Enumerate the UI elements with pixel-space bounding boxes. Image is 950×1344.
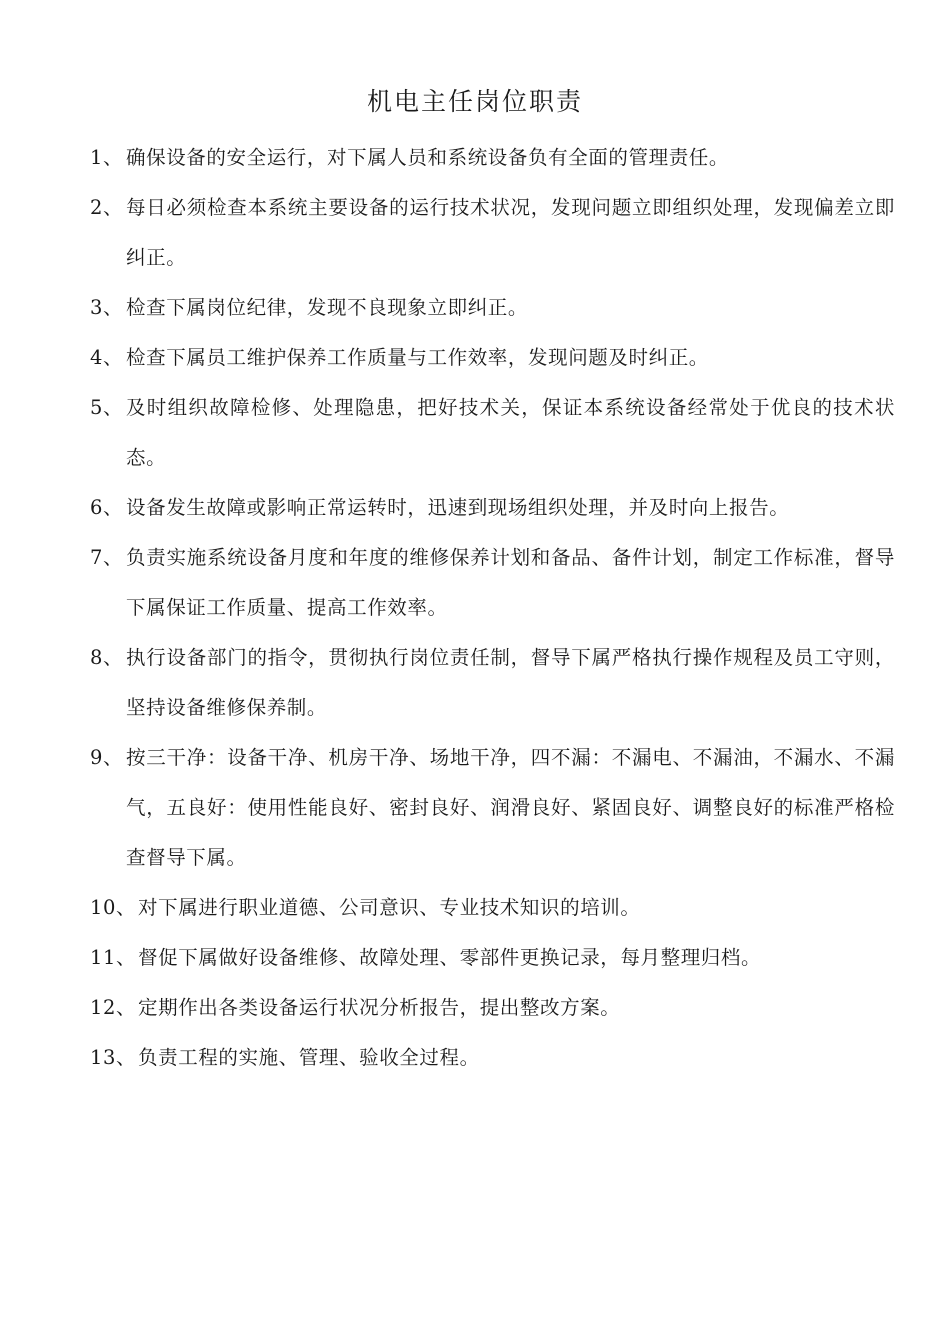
document-title: 机电主任岗位职责 xyxy=(366,87,583,116)
duty-number: 5、 xyxy=(90,396,124,419)
duty-item xyxy=(90,733,895,883)
duty-list xyxy=(90,133,895,1083)
duty-text: 对下属进行职业道德、公司意识、专业技术知识的培训。 xyxy=(138,896,641,919)
duty-item xyxy=(90,383,895,483)
duty-text: 负责工程的实施、管理、验收全过程。 xyxy=(138,1046,480,1069)
duty-text: 确保设备的安全运行，对下属人员和系统设备负有全面的管理责任。 xyxy=(126,146,730,169)
duty-number: 1、 xyxy=(90,146,124,169)
duty-number: 6、 xyxy=(90,496,124,519)
duty-item xyxy=(90,283,895,333)
duty-number: 7、 xyxy=(90,546,124,569)
duty-number: 11、 xyxy=(90,946,137,969)
duty-text: 督促下属做好设备维修、故障处理、零部件更换记录，每月整理归档。 xyxy=(138,946,762,969)
duty-number: 10、 xyxy=(90,896,137,919)
duty-number: 12、 xyxy=(90,996,137,1019)
duty-text: 执行设备部门的指令，贯彻执行岗位责任制，督导下属严格执行操作规程及员工守则，坚持设备维修保养制。 xyxy=(126,646,895,719)
duty-text: 每日必须检查本系统主要设备的运行技术状况，发现问题立即组织处理，发现偏差立即纠正。 xyxy=(126,196,895,269)
duty-number: 8、 xyxy=(90,646,124,669)
duty-text: 检查下属岗位纪律，发现不良现象立即纠正。 xyxy=(126,296,529,319)
duty-text: 定期作出各类设备运行状况分析报告，提出整改方案。 xyxy=(138,996,621,1019)
duty-number: 3、 xyxy=(90,296,124,319)
duty-item xyxy=(90,1033,895,1083)
duty-number: 4、 xyxy=(90,346,124,369)
duty-text: 及时组织故障检修、处理隐患，把好技术关，保证本系统设备经常处于优良的技术状态。 xyxy=(126,396,895,469)
duty-number: 2、 xyxy=(90,196,124,219)
duty-item xyxy=(90,483,895,533)
duty-item xyxy=(90,333,895,383)
duty-item xyxy=(90,133,895,183)
duty-item xyxy=(90,183,895,283)
duty-item xyxy=(90,983,895,1033)
duty-text: 按三干净：设备干净、机房干净、场地干净，四不漏：不漏电、不漏油，不漏水、不漏气，五良好：使用性能良好、密封良好、润滑良好、紧固良好、调整良好的标准严格检查督导下属。 xyxy=(126,746,895,869)
duty-item xyxy=(90,883,895,933)
duty-number: 13、 xyxy=(90,1046,137,1069)
duty-item xyxy=(90,533,895,633)
duty-text: 检查下属员工维护保养工作质量与工作效率，发现问题及时纠正。 xyxy=(126,346,709,369)
duty-text: 负责实施系统设备月度和年度的维修保养计划和备品、备件计划，制定工作标准，督导下属保证工作质量、提高工作效率。 xyxy=(126,546,895,619)
duty-item xyxy=(90,933,895,983)
duty-number: 9、 xyxy=(90,746,124,769)
duty-text: 设备发生故障或影响正常运转时，迅速到现场组织处理，并及时向上报告。 xyxy=(126,496,790,519)
duty-item xyxy=(90,633,895,733)
